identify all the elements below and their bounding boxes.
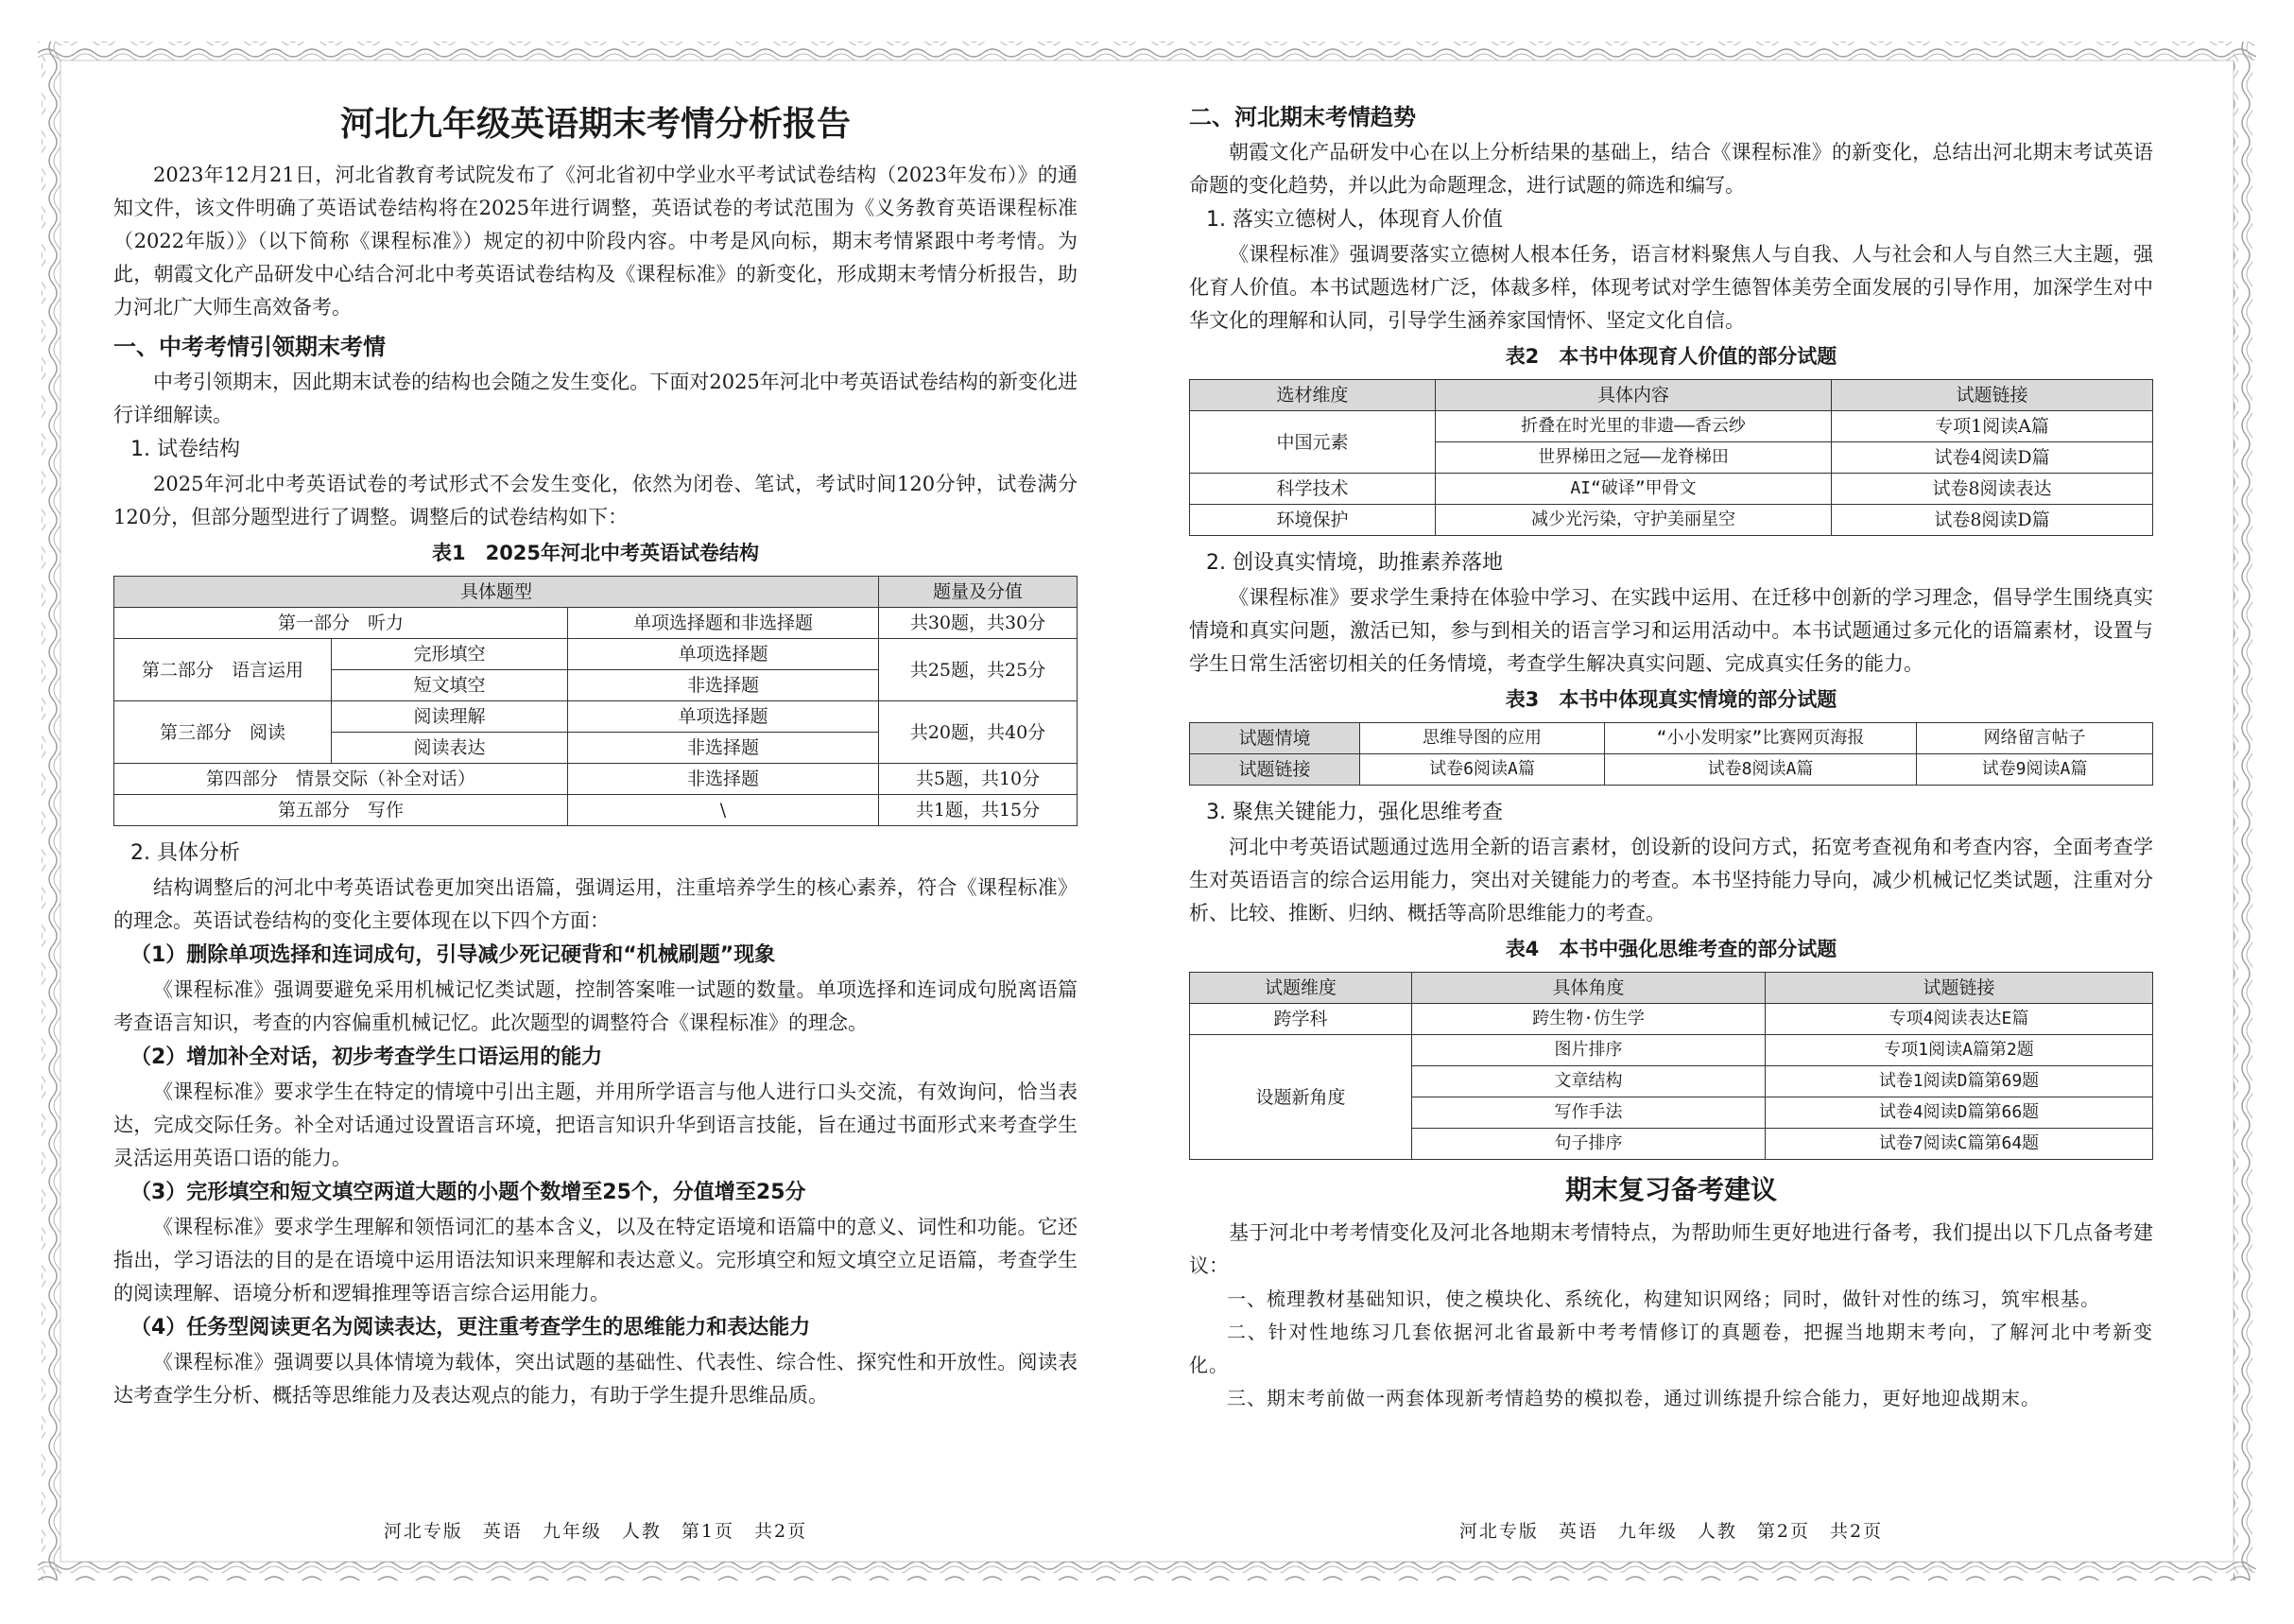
table-cell: 试卷1阅读D篇第69题 [1766, 1066, 2153, 1097]
table-cell: 图片排序 [1412, 1035, 1766, 1066]
section-1-heading: 一、中考考情引领期末考情 [113, 334, 386, 360]
table-row [1190, 723, 2153, 754]
table-cell: 共30题，共30分 [879, 608, 1078, 639]
table-row [114, 639, 1078, 670]
table-cell: 阅读表达 [332, 733, 568, 764]
table-row [1190, 973, 2153, 1004]
subsection-2-heading: 2. 具体分析 [130, 841, 240, 865]
table-4 [1189, 972, 2153, 1160]
table-header-cell: 试题链接 [1766, 973, 2153, 1004]
table-cell: 中国元素 [1190, 411, 1436, 474]
table-cell: 科学技术 [1190, 474, 1436, 505]
table-cell: 阅读理解 [332, 701, 568, 733]
table-cell: 试卷8阅读D篇 [1832, 505, 2153, 536]
table-row [114, 701, 1078, 733]
right-page [1189, 95, 2153, 1415]
table-row [1190, 1035, 2153, 1066]
table-cell: 共1题，共15分 [879, 795, 1078, 826]
advice-intro: 基于河北中考考情变化及河北各地期末考情特点，为帮助师生更好地进行备考，我们提出以下几点备考建议： [1189, 1221, 2153, 1277]
table-header-cell: 具体角度 [1412, 973, 1766, 1004]
table-cell: 专项4阅读表达E篇 [1766, 1004, 2153, 1035]
section-2-paragraph: 朝霞文化产品研发中心在以上分析结果的基础上，结合《课程标准》的新变化，总结出河北期末考试英语命题的变化趋势，并以此为命题理念，进行试题的筛选和编写。 [1189, 141, 2153, 197]
table-3-caption: 表3 本书中体现真实情境的部分试题 [1505, 688, 1837, 711]
table-cell: 单项选择题 [568, 701, 879, 733]
table-cell: 写作手法 [1412, 1097, 1766, 1129]
table-row [114, 577, 1078, 608]
table-2-caption: 表2 本书中体现育人价值的部分试题 [1505, 345, 1837, 368]
point-2-heading: （2）增加补全对话，初步考查学生口语运用的能力 [130, 1045, 603, 1069]
table-row [1190, 474, 2153, 505]
table-cell: AI“破译”甲骨文 [1436, 474, 1832, 505]
trend-2-heading: 2. 创设真实情境，助推素养落地 [1206, 551, 1503, 575]
table-cell: 试卷8阅读表达 [1832, 474, 2153, 505]
point-4-heading: （4）任务型阅读更名为阅读表达，更注重考查学生的思维能力和表达能力 [130, 1316, 811, 1339]
table-cell: 专项1阅读A篇第2题 [1766, 1035, 2153, 1066]
point-4-paragraph: 《课程标准》强调要以具体情境为载体，突出试题的基础性、代表性、综合性、探究性和开放性。阅读表达考查学生分析、概括等思维能力及表达观点的能力，有助于学生提升思维品质。 [113, 1351, 1078, 1407]
table-cell: 思维导图的应用 [1360, 723, 1605, 754]
table-row [1190, 505, 2153, 536]
table-row [1190, 380, 2153, 411]
table-cell: 第一部分 听力 [114, 608, 568, 639]
table-cell: \ [568, 795, 879, 826]
section-1-paragraph: 中考引领期末，因此期末试卷的结构也会随之发生变化。下面对2025年河北中考英语试卷结构的新变化进行详细解读。 [113, 371, 1078, 426]
table-4-caption: 表4 本书中强化思维考查的部分试题 [1505, 938, 1837, 960]
table-1-caption: 表1 2025年河北中考英语试卷结构 [431, 542, 760, 564]
table-cell: 文章结构 [1412, 1066, 1766, 1097]
table-cell: 网络留言帖子 [1917, 723, 2153, 754]
point-1-heading: （1）删除单项选择和连词成句，引导减少死记硬背和“机械刷题”现象 [130, 943, 776, 967]
table-cell: 环境保护 [1190, 505, 1436, 536]
point-3-paragraph: 《课程标准》要求学生理解和领悟词汇的基本含义，以及在特定语境和语篇中的意义、词性和功能。它还指出，学习语法的目的是在语境中运用语法知识来理解和表达意义。完形填空和短文填空立足语篇，考查学生的阅读理解、语境分析和逻辑推理等语言综合运用能力。 [113, 1216, 1078, 1304]
table-cell: 共25题，共25分 [879, 639, 1078, 701]
table-cell: 专项1阅读A篇 [1832, 411, 2153, 442]
table-header-cell: 试题链接 [1832, 380, 2153, 411]
advice-item-1: 一、梳理教材基础知识，使之模块化、系统化，构建知识网络；同时，做针对性的练习，筑牢根基。 [1227, 1287, 2100, 1310]
table-cell: 短文填空 [332, 670, 568, 701]
table-cell: 句子排序 [1412, 1129, 1766, 1160]
subsection-1-heading: 1. 试卷结构 [130, 438, 240, 461]
left-page [113, 95, 1078, 1412]
table-cell: 试题情境 [1190, 723, 1360, 754]
table-cell: 共20题，共40分 [879, 701, 1078, 764]
trend-1-paragraph: 《课程标准》强调要落实立德树人根本任务，语言材料聚焦人与自我、人与社会和人与自然三大主题，强化育人价值。本书试题选材广泛，体裁多样，体现考试对学生德智体美劳全面发展的引导作用，加深学生对中华文化的理解和认同，引导学生涵养家国情怀、坚定文化自信。 [1189, 243, 2153, 332]
table-header-cell: 具体内容 [1436, 380, 1832, 411]
report-title: 河北九年级英语期末考情分析报告 [339, 105, 851, 144]
subsection-2-paragraph: 结构调整后的河北中考英语试卷更加突出语篇，强调运用，注重培养学生的核心素养，符合《课程标准》的理念。英语试卷结构的变化主要体现在以下四个方面： [113, 876, 1078, 932]
page-footer-left: 河北专版 英语 九年级 人教 第1页 共2页 [383, 1521, 808, 1542]
table-cell: 跨生物·仿生学 [1412, 1004, 1766, 1035]
table-cell: 非选择题 [568, 733, 879, 764]
table-header-cell: 题量及分值 [879, 577, 1078, 608]
section-2-heading: 二、河北期末考情趋势 [1189, 104, 1416, 130]
table-row [114, 795, 1078, 826]
table-3 [1189, 722, 2153, 786]
table-cell: 完形填空 [332, 639, 568, 670]
intro-paragraph: 2023年12月21日，河北省教育考试院发布了《河北省初中学业水平考试试卷结构（2023年发布）》的通知文件，该文件明确了英语试卷结构将在2025年进行调整，英语试卷的考试范围为《义务教育英语课程标准（2022年版）》（以下简称《课程标准》）规定的初中阶段内容。中考是风向标，期末考情紧跟中考考情。为此，朝霞文化产品研发中心结合河北中考英语试卷结构及《课程标准》的新变化，形成期末考情分析报告，助力河北广大师生高效备考。 [113, 164, 1078, 319]
table-cell: 试卷8阅读A篇 [1605, 754, 1917, 786]
table-cell: 第三部分 阅读 [114, 701, 332, 764]
table-row [114, 764, 1078, 795]
table-cell: “小小发明家”比赛网页海报 [1605, 723, 1917, 754]
table-cell: 试卷6阅读A篇 [1360, 754, 1605, 786]
table-cell: 折叠在时光里的非遗——香云纱 [1436, 411, 1832, 442]
table-cell: 第二部分 语言运用 [114, 639, 332, 701]
table-cell: 单项选择题 [568, 639, 879, 670]
point-3-heading: （3）完形填空和短文填空两道大题的小题个数增至25个，分值增至25分 [130, 1181, 806, 1204]
table-cell: 非选择题 [568, 764, 879, 795]
trend-1-heading: 1. 落实立德树人，体现育人价值 [1206, 208, 1503, 232]
point-2-paragraph: 《课程标准》要求学生在特定的情境中引出主题，并用所学语言与他人进行口头交流，有效询问，恰当表达，完成交际任务。补全对话通过设置语言环境，把语言知识升华到语言技能，旨在通过书面形式来考查学生灵活运用英语口语的能力。 [113, 1080, 1078, 1169]
table-header-cell: 具体题型 [114, 577, 879, 608]
table-2 [1189, 379, 2153, 536]
table-cell: 单项选择题和非选择题 [568, 608, 879, 639]
table-cell: 非选择题 [568, 670, 879, 701]
table-row [1190, 1004, 2153, 1035]
table-cell: 第四部分 情景交际（补全对话） [114, 764, 568, 795]
table-cell: 世界梯田之冠——龙脊梯田 [1436, 442, 1832, 474]
trend-3-paragraph: 河北中考英语试题通过选用全新的语言素材，创设新的设问方式，拓宽考查视角和考查内容，全面考查学生对英语语言的综合运用能力，突出对关键能力的考查。本书坚持能力导向，减少机械记忆类试题，注重对分析、比较、推断、归纳、概括等高阶思维能力的考查。 [1189, 836, 2153, 924]
table-cell: 减少光污染，守护美丽星空 [1436, 505, 1832, 536]
table-header-cell: 试题维度 [1190, 973, 1412, 1004]
advice-item-2: 二、针对性地练习几套依据河北省最新中考考情修订的真题卷，把握当地期末考向，了解河北中考新变化。 [1189, 1321, 2153, 1376]
table-cell: 共5题，共10分 [879, 764, 1078, 795]
table-cell: 试卷9阅读A篇 [1917, 754, 2153, 786]
table-cell: 设题新角度 [1190, 1035, 1412, 1160]
point-1-paragraph: 《课程标准》强调要避免采用机械记忆类试题，控制答案唯一试题的数量。单项选择和连词成句脱离语篇考查语言知识，考查的内容偏重机械记忆。此次题型的调整符合《课程标准》的理念。 [113, 978, 1078, 1034]
table-cell: 试卷7阅读C篇第64题 [1766, 1129, 2153, 1160]
table-1 [113, 576, 1078, 826]
table-cell: 试题链接 [1190, 754, 1360, 786]
table-cell: 跨学科 [1190, 1004, 1412, 1035]
advice-item-3: 三、期末考前做一两套体现新考情趋势的模拟卷，通过训练提升综合能力，更好地迎战期末。 [1227, 1387, 2041, 1409]
table-cell: 试卷4阅读D篇 [1832, 442, 2153, 474]
table-cell: 试卷4阅读D篇第66题 [1766, 1097, 2153, 1129]
trend-2-paragraph: 《课程标准》要求学生秉持在体验中学习、在实践中运用、在迁移中创新的学习理念，倡导学生围绕真实情境和真实问题，激活已知，参与到相关的语言学习和运用活动中。本书试题通过多元化的语篇素材，设置与学生日常生活密切相关的任务情境，考查学生解决真实问题、完成真实任务的能力。 [1189, 586, 2153, 675]
advice-title: 期末复习备考建议 [1564, 1174, 1777, 1205]
table-header-cell: 选材维度 [1190, 380, 1436, 411]
table-row [1190, 754, 2153, 786]
table-row [114, 608, 1078, 639]
trend-3-heading: 3. 聚焦关键能力，强化思维考查 [1206, 801, 1503, 824]
table-cell: 第五部分 写作 [114, 795, 568, 826]
subsection-1-paragraph: 2025年河北中考英语试卷的考试形式不会发生变化，依然为闭卷、笔试，考试时间120分钟，试卷满分120分，但部分题型进行了调整。调整后的试卷结构如下： [113, 473, 1078, 528]
page-footer-right: 河北专版 英语 九年级 人教 第2页 共2页 [1458, 1521, 1884, 1542]
table-row [1190, 411, 2153, 442]
